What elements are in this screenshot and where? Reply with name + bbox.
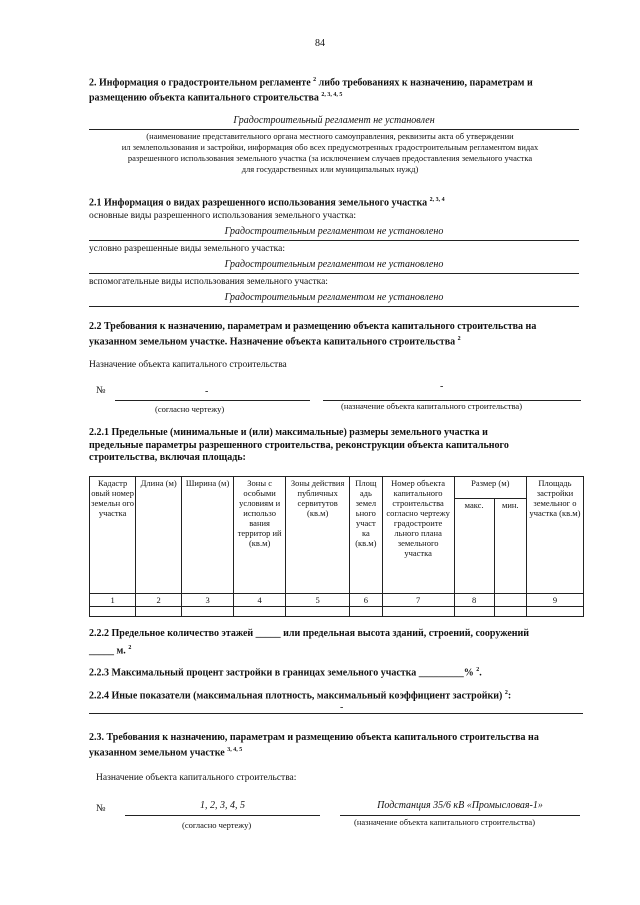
table-cell [90,607,136,617]
main-uses-label: основные виды разрешенного использования земельного участка: [89,211,357,221]
table-cell [136,607,182,617]
table-cell [454,607,494,617]
th-cadastre: Кадастр овый номер земельн ого участка [90,477,136,594]
col-number: 5 [286,594,350,607]
number-value: - [205,386,209,397]
main-uses-value: Градостроительным регламентом не установлено [224,226,444,237]
main-uses-underline [89,240,579,241]
th-size: Размер (м) [454,477,526,499]
col-number: 8 [454,594,494,607]
table-cell [234,607,286,617]
section23-heading: 2.3. Требования к назначению, параметрам и размещению объекта капитального строительства на указанном земельном участке $^{3, 4, 5}$ [89,732,539,759]
caption23-purpose: (назначение объекта капитального строительства) [354,817,536,827]
other-indicators-value: - [340,702,344,713]
th-zones-special: Зоны с особыми условиям и использо вания территор ий (кв.м) [234,477,286,594]
table-cell [382,607,454,617]
other-indicators-underline [89,713,583,714]
number23-sign: № [96,803,106,814]
section2-heading: 2. Информация о градостроительном регламенте $^2$ либо требованиях к назначению, параметрам и размещению объекта капитального строительства $^{2, 3, 4, 5}$ [89,77,533,104]
th-size-max: макс. [454,499,494,594]
caption-drawing: (согласно чертежу) [155,404,225,414]
conditional-uses-label: условно разрешенные виды земельного участка: [89,244,286,254]
caption-purpose: (назначение объекта капитального строительства) [341,401,523,411]
th-object-number: Номер объекта капитального строительства согласно чертежу градостроите льного плана земельного участка [382,477,454,594]
page-number: 84 [315,38,325,49]
auxiliary-uses-underline [89,306,579,307]
col-number: 2 [136,594,182,607]
col-number: 4 [234,594,286,607]
purpose23-value: Подстанция 35/6 кВ «Промысловая-1» [377,800,543,811]
number-underline [115,400,310,401]
th-width: Ширина (м) [182,477,234,594]
floors-limit: 2.2.2 Предельное количество этажей _____ или предельная высота зданий, строений, сооружений _____ м. $^2$ [89,628,530,657]
caption23-drawing: (согласно чертежу) [182,820,252,830]
col-number: 9 [526,594,583,607]
regulation-note: (наименование представительного органа местного самоуправления, реквизиты акта об утверждении ил землепользования и застройки, информация обо всех предусмотренных градостроительным регламентом видах разрешенного использования земельного участка (за исключением случаев предоставления земельного участка для государственных или муниципальных нужд) [121,131,539,174]
th-area-built: Площадь застройки земельног о участка (кв.м) [526,477,583,594]
value-underline [89,129,579,130]
number-sign: № [96,385,106,396]
th-length: Длина (м) [136,477,182,594]
col-number [494,594,526,607]
number23-underline [125,815,320,816]
auxiliary-uses-value: Градостроительным регламентом не установлено [224,292,444,303]
table-cell [286,607,350,617]
purpose23-label: Назначение объекта капитального строительства: [96,773,297,783]
parameters-table [89,476,584,617]
conditional-uses-value: Градостроительным регламентом не установлено [224,259,444,270]
col-number: 7 [382,594,454,607]
purpose-value: - [440,381,444,392]
th-area-plot: Площ адь земел ьного участ ка (кв.м) [350,477,383,594]
th-size-min: мин. [494,499,526,594]
auxiliary-uses-label: вспомогательные виды использования земельного участка: [89,277,328,287]
conditional-uses-underline [89,273,579,274]
section221-heading: 2.2.1 Предельные (минимальные и (или) максимальные) размеры земельного участка и предельные параметры разрешенного строительства, реконструкции объекта капитального строительства, включая площадь: [89,427,509,463]
regulation-value: Градостроительный регламент не установлен [233,115,435,126]
other-indicators: 2.2.4 Иные показатели (максимальная плотность, максимальный коэффициент застройки) $^2$: [89,690,512,702]
table-cell [526,607,583,617]
section22-heading: 2.2 Требования к назначению, параметрам и размещению объекта капитального строительства на указанном земельном участке. Назначение объекта капитального строительства $^2$ [89,321,537,348]
section21-heading: 2.1 Информация о видах разрешенного использования земельного участка $^{2, 3, 4}$ [89,197,445,209]
col-number: 6 [350,594,383,607]
number23-value: 1, 2, 3, 4, 5 [200,800,245,811]
max-coverage: 2.2.3 Максимальный процент застройки в границах земельного участка _________% $^2$. [89,667,482,679]
col-number: 3 [182,594,234,607]
table-cell [182,607,234,617]
col-number: 1 [90,594,136,607]
table-cell [350,607,383,617]
purpose23-underline [340,815,580,816]
th-zones-servitude: Зоны действия публичных сервитутов (кв.м) [286,477,350,594]
table-cell [494,607,526,617]
purpose-label: Назначение объекта капитального строительства [89,360,287,370]
